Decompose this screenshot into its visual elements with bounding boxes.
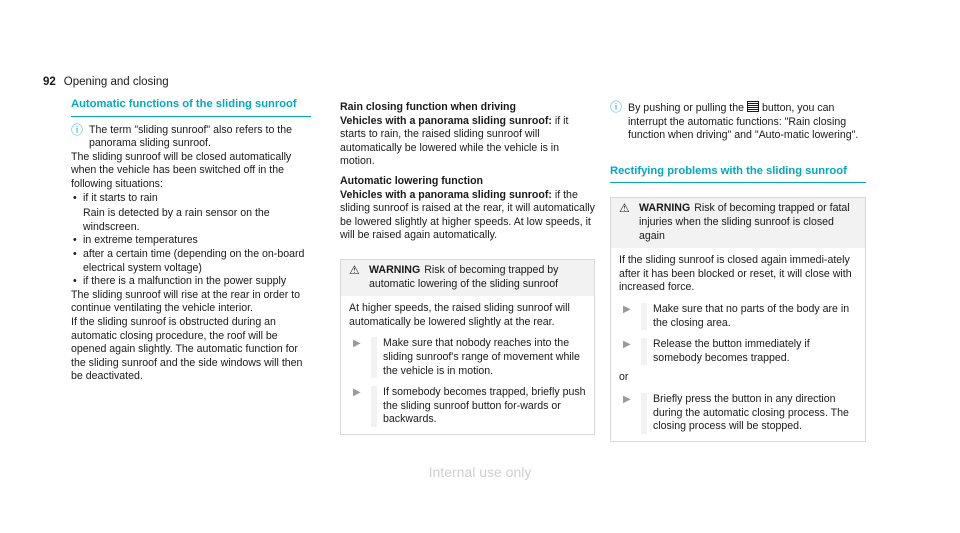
paragraph-lead: Vehicles with a panorama sliding sunroof: [340, 188, 552, 201]
instruction-step [349, 337, 586, 378]
column-automatic-functions [71, 98, 311, 384]
step-text: Release the button immediately if somebody becomes trapped. [641, 338, 857, 365]
step-text: Make sure that nobody reaches into the sliding sunroof's range of movement while the vehicle is in motion. [371, 337, 586, 378]
warning-label: WARNING [639, 202, 691, 215]
paragraph [340, 115, 595, 169]
subheading: Automatic lowering function [340, 174, 484, 187]
paragraph-text: if it starts to rain, the raised sliding sunroof will automatically be lowered while the vehicle is in motion. [340, 114, 569, 168]
instruction-step [619, 393, 857, 434]
warning-triangle-icon: ⚠ [619, 201, 630, 216]
list-item: • in extreme temperatures [71, 234, 311, 248]
play-arrow-icon: ▶ [623, 339, 631, 351]
warning-body [341, 296, 594, 434]
warning-text: At higher speeds, the raised sliding sunroof will automatically be lowered slightly at the rear. [349, 302, 570, 328]
step-text: If somebody becomes trapped, briefly push the sliding sunroof button for-wards or backwards. [371, 386, 586, 427]
paragraph [340, 189, 595, 243]
note [71, 124, 311, 151]
note [610, 101, 866, 143]
paragraph-text: if the sliding sunroof is raised at the rear, it will automatically be lowered slightly at higher speeds. At low speeds, it will be raised again automatically. [340, 188, 595, 242]
section-title: Automatic functions of the sliding sunroof [71, 98, 311, 117]
page-number: 92 [43, 76, 56, 88]
note-text [628, 101, 866, 143]
column-rain-closing [340, 101, 595, 435]
column-rectifying [610, 101, 866, 442]
note-text-start: By pushing or pulling the [628, 102, 745, 114]
page-header [43, 76, 169, 90]
section-name: Opening and closing [63, 76, 169, 88]
warning-box [340, 259, 595, 435]
instruction-step [349, 386, 586, 427]
list-item-text: if it starts to rain [83, 191, 158, 204]
paragraph: If the sliding sunroof is obstructed during an automatic closing procedure, the roof will be opened again slightly. The automatic function for the sliding sunroof and the side windows will then be deactivated. [71, 315, 303, 383]
paragraph-lead: Vehicles with a panorama sliding sunroof: [340, 114, 552, 127]
list-item [71, 192, 311, 235]
paragraph: The sliding sunroof will rise at the rear in order to continue ventilating the vehicle interior. [71, 288, 301, 315]
note-text: The term "sliding sunroof" also refers to the panorama sliding sunroof. [89, 123, 293, 150]
warning-heading: Risk of becoming trapped or fatal injuries when the sliding sunroof is closed again [639, 202, 850, 242]
info-icon: ⓘ [71, 122, 84, 137]
watermark: Internal use only [428, 464, 532, 480]
play-arrow-icon: ▶ [353, 387, 361, 399]
sunroof-button-icon [747, 101, 759, 112]
warning-header [341, 260, 594, 296]
section-title: Rectifying problems with the sliding sunroof [610, 165, 866, 184]
warning-label: WARNING [369, 263, 421, 276]
note-text-end: button, you can interrupt the automatic functions: "Rain closing function when driving" and "Auto-matic lowering". [628, 102, 859, 142]
play-arrow-icon: ▶ [623, 393, 631, 405]
warning-box [610, 197, 866, 441]
situation-list [71, 192, 311, 289]
list-item: • after a certain time (depending on the on-board electrical system voltage) [71, 248, 311, 275]
instruction-step [619, 338, 857, 365]
play-arrow-icon: ▶ [353, 338, 361, 350]
warning-heading: Risk of becoming trapped by automatic lowering of the sliding sunroof [369, 263, 559, 290]
warning-text: If the sliding sunroof is closed again immedi-ately after it has been blocked or reset, it will close with increased force. [619, 254, 852, 294]
intro-paragraph: The sliding sunroof will be closed automatically when the vehicle has been switched off in the following situations: [71, 150, 292, 190]
info-icon: ⓘ [610, 100, 623, 114]
instruction-step [619, 303, 857, 330]
or-text: or [619, 371, 629, 384]
play-arrow-icon: ▶ [623, 303, 631, 315]
step-text: Make sure that no parts of the body are in the closing area. [641, 303, 857, 330]
list-item-subtext: Rain is detected by a rain sensor on the windscreen. [83, 207, 270, 233]
warning-header [611, 198, 865, 248]
warning-triangle-icon: ⚠ [349, 262, 360, 277]
subheading: Rain closing function when driving [340, 101, 516, 113]
step-text: Briefly press the button in any direction during the automatic closing process. The closing process will be stopped. [641, 393, 857, 434]
list-item: • if there is a malfunction in the power supply [71, 275, 311, 289]
warning-body [611, 248, 865, 441]
